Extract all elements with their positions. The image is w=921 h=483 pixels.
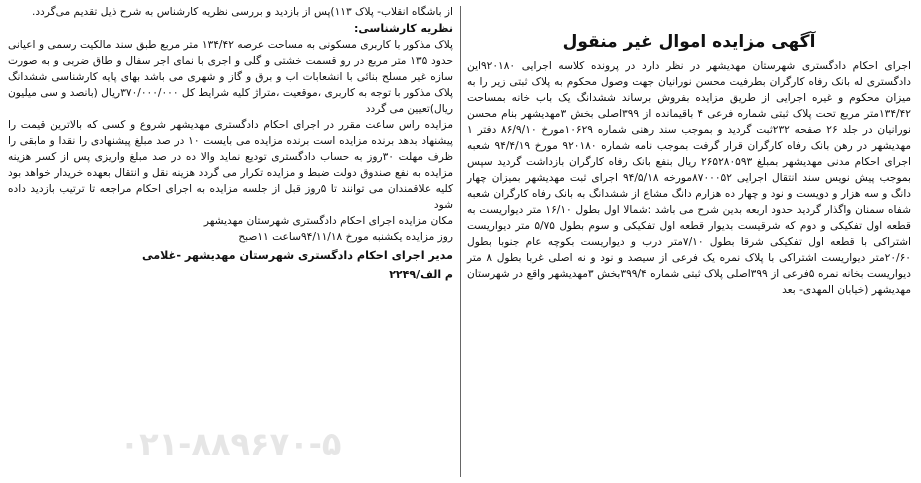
notice-right-column	[461, 0, 921, 483]
reference-code: م الف/۲۲۴۹	[389, 268, 453, 281]
phone-watermark-text: ۰۲۱-۸۸۹۶۷۰-۵	[119, 425, 342, 463]
notice-title: آگهی مزایده اموال غیر منقول	[562, 32, 816, 52]
notice-body-text: اجرای احکام دادگستری شهرستان مهدیشهر در نظر دارد در پرونده کلاسه اجرایی ۹۲۰۱۸۰این دادگستری له بانک رفاه کارگران بطرفیت محسن نورانیان جهت وصول محکوم به پلاک ثبتی زیر را به میزان محکوم و غیره اجرایی از طریق مزایده بفروش برساند ششدانگ یک باب خانه بمساحت ۱۳۴/۴۲متر مربع تحت پلاک ثبتی شماره فرعی ۴ باقیمانده از ۳۹۹اصلی بخش ۳مهدیشهر بنام محسن نورانیان در جلد ۲۶ صفحه ۲۳۲ثبت گردید و بموجب سند رهنی شماره ۱۰۶۲۹مورخ ۸۶/۹/۱۰ دفتر ۱ مهدیشهر در رهن بانک رفاه کارگران قرار گرفت بموجب نامه شماره ۹۲۰۱۸۰ مورخ ۹۴/۴/۱۹ شعبه اجرای احکام مدنی مهدیشهر بمبلغ ۲۶۵۲۸۰۵۹۳ ریال بنفع بانک رفاه کارگران بازداشت گردید سپس بموجب پیش نویس سند انتقال اجرایی ۸۷۰۰۰۵۲مورخه ۹۴/۵/۱۸ اجرای ثبت مهدیشهر بمیزان چهار دانگ و سه هزار و دویست و نود و چهار ده هزارم دانگ مشاع از ششدانگ به بانک رفاه کارگران شعبه شفاه سمنان واگذار گردید حدود اربعه بدین شرح می باشد :شمالا اول بطول ۱۶/۱۰ متر دیواریست به قطعه اول تفکیکی و دوم که شرقیست بدیوار قطعه اول تفکیکی و سوم بطول ۵/۷۵ متر دیواریست اشتراکی با قطعه اول تفکیکی شرقا بطول ۷/۱۰متر درب و دیواریست بکوچه عام جنوبا بطول ۲۰/۶۰متر دیواریست اشتراکی با پلاک نمره یک فرعی از سیصد و نود و نه اصلی غربا بطول ۸ متر دیواریست بخانه نمره ۵فرعی از ۳۹۹اصلی پلاک ثبتی شماره ۳۹۹/۴بخش ۳مهدیشهر واقع در شهرستان مهدیشهر (خیابان المهدی- بعد	[467, 60, 912, 296]
phone-watermark	[0, 425, 461, 463]
continuation-intro: از باشگاه انقلاب- پلاک ۱۱۳)پس از بازدید و بررسی نظریه کارشناس به شرح ذیل تقدیم می‌گردد.	[31, 6, 453, 18]
signature-line: مدیر اجرای احکام دادگستری شهرستان مهدیشهر -غلامی	[141, 249, 453, 262]
auction-location: مکان مزایده اجرای احکام دادگستری شهرستان مهدیشهر	[203, 215, 453, 227]
auction-date-time: روز مزایده یکشنبه مورخ ۹۴/۱۱/۱۸ساعت ۱۱صبح	[238, 231, 453, 243]
expert-opinion-heading: نظریه کارشناسی:	[354, 22, 453, 35]
expert-opinion-text: پلاک مذکور با کاربری مسکونی به مساحت عرصه ۱۳۴/۴۲ متر مربع طبق سند مالکیت رسمی و اعیانی حدود ۱۳۵ متر مربع در رو قسمت خشتی و گلی و اجری با نمای اجر سفال و طاق ضربی و به صورت سازه غیر مسلح بنائی با انشعابات اب و برق و گاز و شهری می باشد بهای پایه کارشناسی ششدانگ پلاک مذکور با توجه به کاربری ،موقعیت ،متراژ کلیه شرایط کل ۳۷۰/۰۰۰/۰۰۰ریال (بانصد و سی میلیون ریال)تعیین می گردد	[8, 39, 453, 115]
auction-terms-text: مزایده راس ساعت مقرر در اجرای احکام دادگستری مهدیشهر شروع و کسی که بالاترین قیمت را پیشنهاد بدهد برنده مزایده است برنده مزایده می بایست ۱۰ در صد مبلغ پیشنهادی را نقدا و مابقی را ظرف مهلت ۳۰روز به حساب دادگستری تودیع نماید والا ده در صد مبلغ واریزی پس از کسر هزینه مزایده به نفع صندوق دولت ضبط و مزایده تکرار می گردد هزینه نقل و انتقال بعهده خریدار خواهد بود کلیه علاقمندان می توانند تا ۵روز قبل از جلسه مزایده به اجرای احکام مراجعه تا ترتیب بازدید داده شود	[8, 119, 453, 211]
